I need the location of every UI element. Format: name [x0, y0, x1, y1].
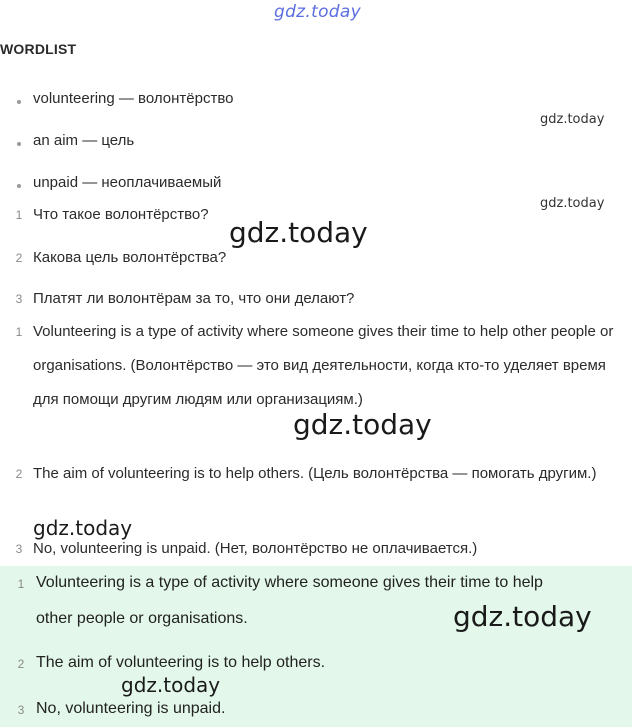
final-answer-number: 1 [17, 577, 25, 591]
watermark: gdz.today [33, 516, 133, 540]
answer-text: The aim of volunteering is to help others. (Цель волонтёрства — помогать другим.) [33, 465, 597, 482]
bullet-icon [17, 184, 21, 188]
final-answer-text: other people or organisations. [36, 610, 248, 627]
answer-number: 2 [15, 467, 23, 481]
bullet-icon [17, 100, 21, 104]
question-text: Что такое волонтёрство? [33, 206, 209, 223]
question-number: 1 [15, 208, 23, 222]
watermark: gdz.today [229, 216, 368, 249]
watermark: gdz.today [293, 408, 432, 441]
final-answer-text: The aim of volunteering is to help others. [36, 654, 326, 671]
wordlist-item-text: volunteering — волонтёрство [33, 90, 234, 107]
wordlist-item-text: an aim — цель [33, 132, 135, 149]
final-answer-text: No, volunteering is unpaid. [36, 700, 226, 717]
final-answer-number: 3 [17, 703, 25, 717]
question-number: 3 [15, 292, 23, 306]
watermark: gdz.today [121, 673, 221, 697]
wordlist-heading: WORDLIST [0, 41, 77, 57]
watermark: gdz.today [540, 196, 605, 211]
watermark: gdz.today [453, 600, 592, 633]
watermark: gdz.today [540, 112, 605, 127]
answer-text: Volunteering is a type of activity where someone gives their time to help other people or organisations. (Волонтёрство — это вид деятельности, когда кто-то уделяет время для помощи другим людям или организациям.) [33, 323, 614, 408]
question-number: 2 [15, 251, 23, 265]
bullet-icon [17, 142, 21, 146]
answer-number: 3 [15, 542, 23, 556]
answer-number: 1 [15, 325, 23, 339]
final-answer-text: Volunteering is a type of activity where someone gives their time to help [36, 574, 543, 591]
final-answers-box [0, 566, 632, 727]
wordlist-item-text: unpaid — неоплачиваемый [33, 174, 222, 191]
answer-text: No, volunteering is unpaid. (Нет, волонтёрство не оплачивается.) [33, 540, 478, 557]
watermark-top: gdz.today [274, 2, 361, 22]
question-text: Какова цель волонтёрства? [33, 249, 227, 266]
final-answer-number: 2 [17, 657, 25, 671]
question-text: Платят ли волонтёрам за то, что они делают? [33, 290, 355, 307]
